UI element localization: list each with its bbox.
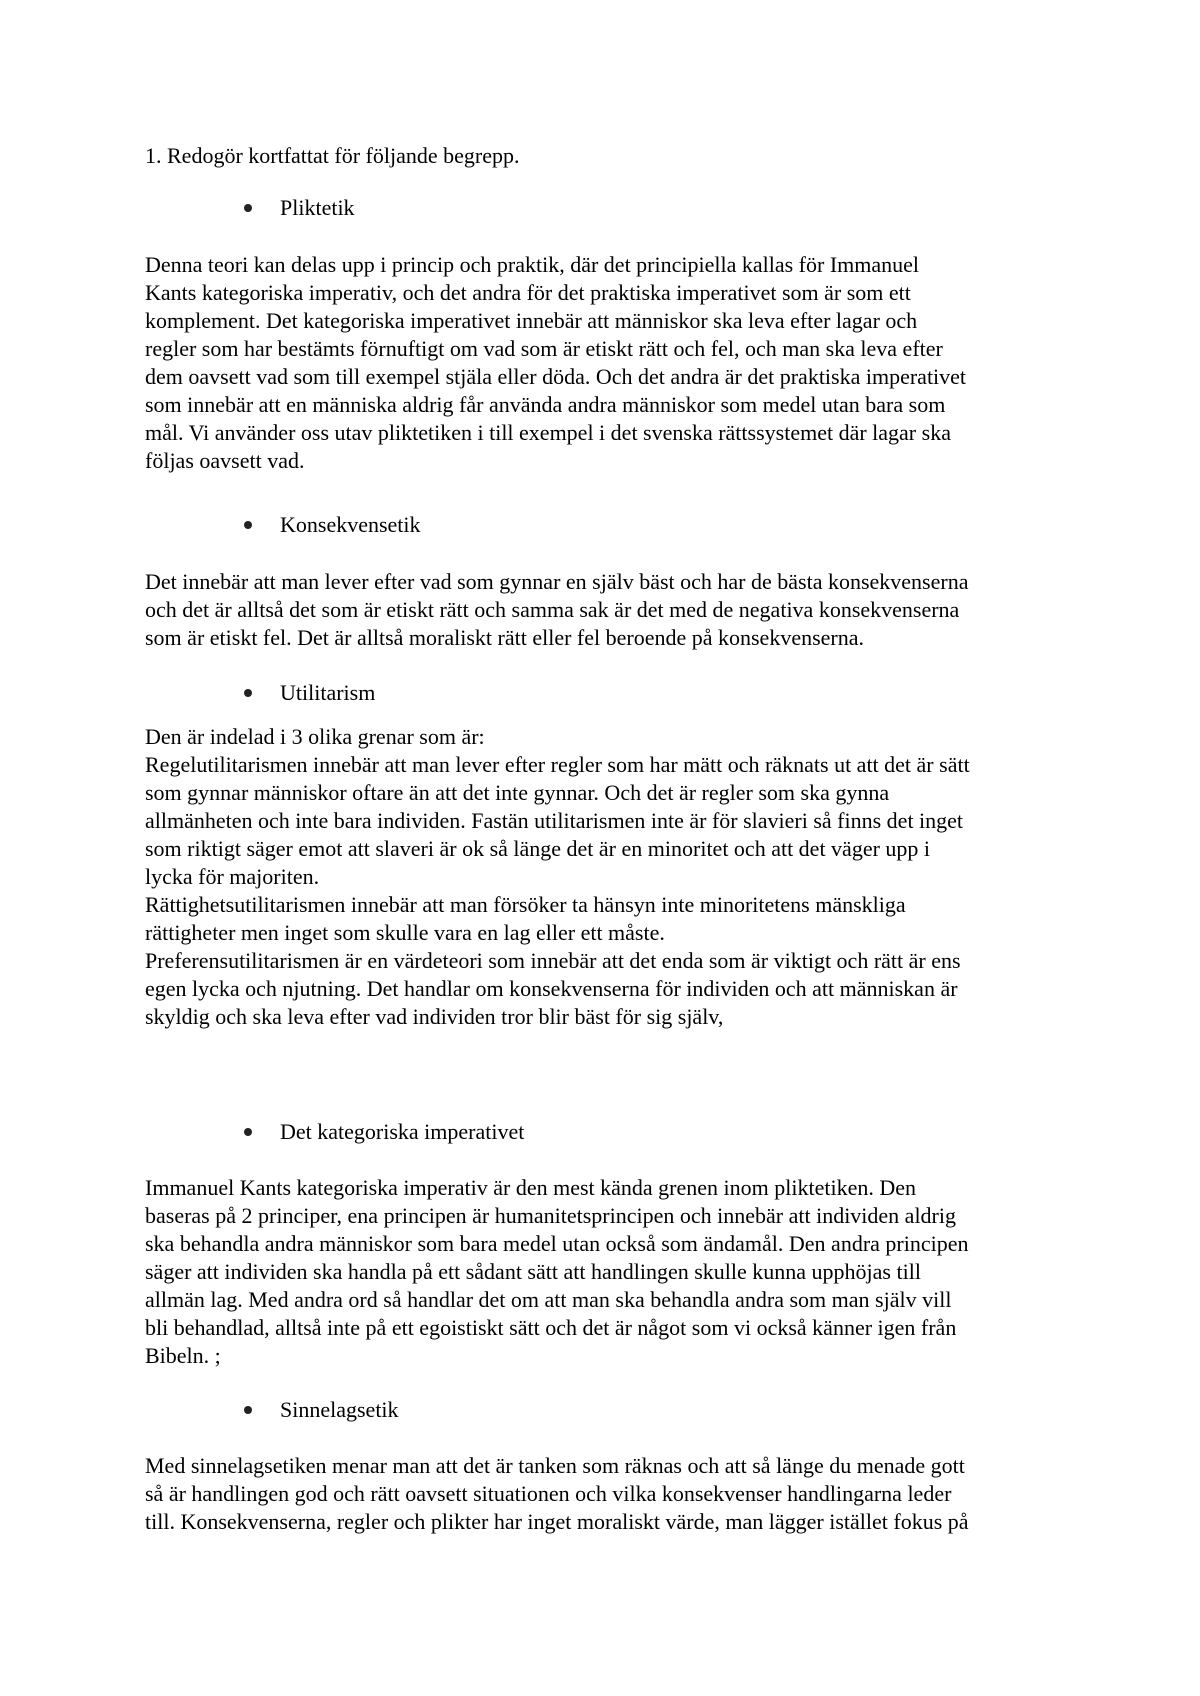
paragraph-line: som innebär att en människa aldrig får använda andra människor som medel utan bara som: [145, 392, 946, 417]
paragraph-line: följas oavsett vad.: [145, 448, 305, 473]
paragraph-line: säger att individen ska handla på ett sådant sätt att handlingen skulle kunna upphöjas till: [145, 1259, 921, 1284]
bullet-term: Det kategoriska imperativet: [280, 1119, 525, 1144]
bullet-item-kategoriska-imperativet: [145, 1118, 1070, 1146]
paragraph-line: Regelutilitarismen innebär att man lever efter regler som har mätt och räknats ut att det är sätt: [145, 752, 970, 777]
question-heading: 1. Redogör kortfattat för följande begrepp.: [145, 143, 520, 168]
bullet-icon: [244, 1406, 252, 1414]
paragraph-line: egen lycka och njutning. Det handlar om konsekvenserna för individen och att människan är: [145, 976, 958, 1001]
bullet-icon: [244, 1128, 252, 1136]
paragraph-line: Denna teori kan delas upp i princip och praktik, där det principiella kallas för Immanuel: [145, 252, 920, 277]
bullet-term: Sinnelagsetik: [280, 1397, 399, 1422]
paragraph-line: Preferensutilitarismen är en värdeteori som innebär att det enda som är viktigt och rätt är ens: [145, 948, 961, 973]
bullet-term: Konsekvensetik: [280, 512, 421, 537]
bullet-icon: [244, 689, 252, 697]
paragraph-line: lycka för majoriten.: [145, 864, 320, 889]
bullet-term: Utilitarism: [280, 680, 376, 705]
paragraph-line: baseras på 2 principer, ena principen är humanitetsprincipen och innebär att individen aldrig: [145, 1203, 956, 1228]
bullet-item-utilitarism: [145, 679, 1070, 707]
paragraph-line: dem oavsett vad som till exempel stjäla eller döda. Och det andra är det praktiska imperativet: [145, 364, 967, 389]
paragraph-line: allmänheten och inte bara individen. Fastän utilitarismen inte är för slavieri så finns det inget: [145, 808, 964, 833]
paragraph-line: som gynnar människor oftare än att det inte gynnar. Och det är regler som ska gynna: [145, 780, 890, 805]
paragraph-sinnelagsetik: [145, 1452, 1070, 1536]
paragraph-utilitarism: [145, 723, 1070, 1031]
paragraph-line: bli behandlad, alltså inte på ett egoistiskt sätt och det är något som vi också känner igen från: [145, 1315, 957, 1340]
bullet-icon: [244, 521, 252, 529]
bullet-item-pliktetik: [145, 194, 1070, 222]
paragraph-line: komplement. Det kategoriska imperativet innebär att människor ska leva efter lagar och: [145, 308, 918, 333]
paragraph-line: Kants kategoriska imperativ, och det andra för det praktiska imperativet som är som ett: [145, 280, 911, 305]
paragraph-line: så är handlingen god och rätt oavsett situationen och vilka konsekvenser handlingarna leder: [145, 1481, 952, 1506]
paragraph-line: Bibeln. ;: [145, 1343, 221, 1368]
paragraph-kategoriska-imperativet: [145, 1174, 1070, 1370]
bullet-item-sinnelagsetik: [145, 1396, 1070, 1424]
paragraph-line: Det innebär att man lever efter vad som gynnar en själv bäst och har de bästa konsekvenserna: [145, 569, 969, 594]
paragraph-line: rättigheter men inget som skulle vara en lag eller ett måste.: [145, 920, 665, 945]
paragraph-line: Med sinnelagsetiken menar man att det är tanken som räknas och att så länge du menade gott: [145, 1453, 965, 1478]
paragraph-line: skyldig och ska leva efter vad individen tror blir bäst för sig själv,: [145, 1004, 724, 1029]
document-body: [145, 142, 1070, 1536]
paragraph-line: som är etiskt fel. Det är alltså moraliskt rätt eller fel beroende på konsekvenserna.: [145, 625, 865, 650]
bullet-item-konsekvensetik: [145, 511, 1070, 539]
paragraph-line: som riktigt säger emot att slaveri är ok så länge det är en minoritet och att det väger upp i: [145, 836, 931, 861]
paragraph-line: till. Konsekvenserna, regler och plikter har inget moraliskt värde, man lägger istället fokus på: [145, 1509, 969, 1534]
bullet-icon: [244, 204, 252, 212]
paragraph-line: regler som har bestämts förnuftigt om vad som är etiskt rätt och fel, och man ska leva efter: [145, 336, 943, 361]
paragraph-konsekvensetik: [145, 568, 1070, 652]
paragraph-line: mål. Vi använder oss utav pliktetiken i till exempel i det svenska rättssystemet där lagar ska: [145, 420, 951, 445]
paragraph-line: Immanuel Kants kategoriska imperativ är den mest kända grenen inom pliktetiken. Den: [145, 1175, 916, 1200]
paragraph-line: Den är indelad i 3 olika grenar som är:: [145, 724, 485, 749]
paragraph-line: ska behandla andra människor som bara medel utan också som ändamål. Den andra principen: [145, 1231, 969, 1256]
bullet-term: Pliktetik: [280, 195, 355, 220]
paragraph-line: allmän lag. Med andra ord så handlar det om att man ska behandla andra som man själv vill: [145, 1287, 952, 1312]
paragraph-line: Rättighetsutilitarismen innebär att man försöker ta hänsyn inte minoritetens mänskliga: [145, 892, 906, 917]
paragraph-pliktetik: [145, 251, 1070, 475]
paragraph-line: och det är alltså det som är etiskt rätt och samma sak är det med de negativa konsekvenserna: [145, 597, 960, 622]
